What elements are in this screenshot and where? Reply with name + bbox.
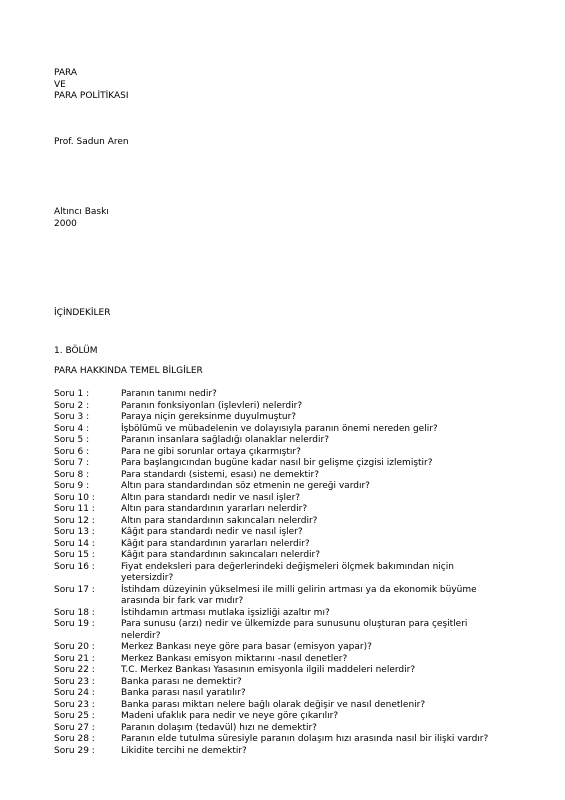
question-number: Soru 12 : [54, 515, 95, 526]
toc-entry [54, 562, 509, 585]
toc-list [54, 389, 509, 757]
toc-entry [54, 585, 509, 608]
question-number: Soru 15 : [54, 550, 95, 560]
edition-info [54, 207, 109, 230]
toc-entry [54, 458, 509, 470]
question-number: Soru 1 : [54, 389, 90, 399]
question-number: Soru 18 : [54, 607, 95, 618]
toc-entry [54, 746, 509, 758]
question-text: Kâğıt para standardının sakıncaları nelerdir? [121, 550, 321, 560]
question-number: Soru 22 : [54, 665, 95, 675]
toc-entry [54, 470, 509, 482]
question-number: Soru 24 : [54, 688, 95, 698]
toc-entry [54, 550, 509, 562]
title-line-3: PARA POLİTİKASI [54, 91, 129, 101]
toc-entry [54, 389, 509, 401]
chapter-heading: 1. BÖLÜM [54, 346, 98, 356]
question-text: Likidite tercihi ne demektir? [121, 745, 247, 756]
toc-entry [54, 677, 509, 689]
question-text: Altın para standardının sakıncaları nelerdir? [121, 515, 318, 526]
question-number: Soru 2 : [54, 400, 90, 411]
question-number: Soru 14 : [54, 538, 95, 549]
question-number: Soru 23 : [54, 699, 95, 710]
question-text: Banka parası miktarı nelere bağlı olarak değişir ve nasıl denetlenir? [121, 699, 426, 710]
toc-entry [54, 481, 509, 493]
question-number: Soru 9 : [54, 481, 90, 491]
question-text: Merkez Bankası neye göre para basar (emisyon yapar)? [121, 642, 372, 652]
question-number: Soru 27 : [54, 722, 95, 733]
toc-entry [54, 401, 509, 413]
toc-entry [54, 527, 509, 539]
toc-entry [54, 516, 509, 528]
question-number: Soru 16 : [54, 561, 95, 572]
question-number: Soru 21 : [54, 653, 95, 664]
toc-entry [54, 447, 509, 459]
toc-entry [54, 424, 509, 436]
question-text: Banka parası nasıl yaratılır? [121, 688, 246, 698]
question-text: Altın para standardı nedir ve nasıl işler? [121, 492, 301, 503]
edition-label: Altıncı Baskı [54, 207, 109, 217]
question-text: Kâğıt para standardının yararları nelerdir? [121, 538, 310, 549]
question-number: Soru 13 : [54, 527, 95, 537]
toc-entry [54, 711, 509, 723]
question-text: Para sunusu (arzı) nedir ve ülkemizde para sunusunu oluşturan para çeşitleri nelerdir? [121, 619, 468, 641]
toc-entry [54, 608, 509, 620]
question-text: Paraya niçin gereksinme duyulmuştur? [121, 412, 297, 422]
question-number: Soru 6 : [54, 446, 90, 457]
question-number: Soru 19 : [54, 619, 95, 629]
question-text: Para standardı (sistemi, esası) ne demektir? [121, 469, 320, 480]
question-number: Soru 11 : [54, 504, 95, 514]
question-text: Paranın fonksiyonları (işlevleri) nelerdir? [121, 400, 303, 411]
toc-entry [54, 688, 509, 700]
author-name: Prof. Sadun Aren [54, 137, 129, 147]
question-text: Paranın tanımı nedir? [121, 389, 217, 399]
question-text: Paranın dolaşım (tedavül) hızı ne demektir? [121, 722, 317, 733]
question-number: Soru 5 : [54, 435, 90, 445]
question-text: Para ne gibi sorunlar ortaya çıkarmıştır? [121, 446, 301, 457]
toc-entry [54, 539, 509, 551]
book-title [54, 68, 129, 103]
question-text: Paranın elde tutulma süresiyle paranın dolaşım hızı arasında nasıl bir ilişki vardır? [121, 734, 489, 744]
toc-entry [54, 619, 509, 642]
toc-entry [54, 654, 509, 666]
question-number: Soru 4 : [54, 423, 90, 434]
question-text: T.C. Merkez Bankası Yasasının emisyonla ilgili maddeleri nelerdir? [121, 665, 416, 675]
toc-entry [54, 504, 509, 516]
edition-year: 2000 [54, 218, 77, 229]
toc-entry [54, 642, 509, 654]
question-number: Soru 20 : [54, 642, 95, 652]
question-text: Merkez Bankası emisyon miktarını -nasıl denetler? [121, 653, 348, 664]
toc-entry [54, 665, 509, 677]
question-text: Banka parası ne demektir? [121, 676, 242, 687]
question-number: Soru 29 : [54, 745, 95, 756]
toc-entry [54, 700, 509, 712]
question-number: Soru 25 : [54, 711, 95, 721]
question-text: Para başlangıcından bugüne kadar nasıl bir gelişme çizgisi izlemiştir? [121, 458, 433, 468]
toc-entry [54, 734, 509, 746]
question-text: İstihdam düzeyinin yükselmesi ile milli gelirin artması ya da ekonomik büyüme arasında bir fark var mıdır? [121, 584, 477, 606]
question-text: Fiyat endeksleri para değerlerindeki değişmeleri ölçmek bakımından niçin yetersizdir? [121, 561, 454, 583]
toc-entry [54, 493, 509, 505]
question-text: Madeni ufaklık para nedir ve neye göre çıkarılır? [121, 711, 339, 721]
title-line-1: PARA [54, 68, 78, 78]
question-number: Soru 17 : [54, 584, 95, 595]
toc-heading: İÇİNDEKİLER [54, 308, 111, 318]
question-number: Soru 3 : [54, 412, 90, 422]
title-line-2: VE [54, 79, 66, 90]
question-number: Soru 28 : [54, 734, 95, 744]
question-number: Soru 23 : [54, 676, 95, 687]
toc-entry [54, 723, 509, 735]
section-heading: PARA HAKKINDA TEMEL BİLGİLER [54, 366, 203, 376]
question-number: Soru 7 : [54, 458, 90, 468]
question-text: Altın para standardından söz etmenin ne gereği vardır? [121, 481, 370, 491]
toc-entry [54, 412, 509, 424]
question-text: İşbölümü ve mübadelenin ve dolayısıyla paranın önemi nereden gelir? [121, 423, 438, 434]
question-number: Soru 10 : [54, 492, 95, 503]
question-number: Soru 8 : [54, 469, 90, 480]
question-text: Kâğıt para standardı nedir ve nasıl işler? [121, 527, 303, 537]
question-text: İstihdamın artması mutlaka işsizliği azaltır mı? [121, 607, 330, 618]
toc-entry [54, 435, 509, 447]
question-text: Altın para standardının yararları nelerdir? [121, 504, 308, 514]
question-text: Paranın insanlara sağladığı olanaklar nelerdir? [121, 435, 329, 445]
